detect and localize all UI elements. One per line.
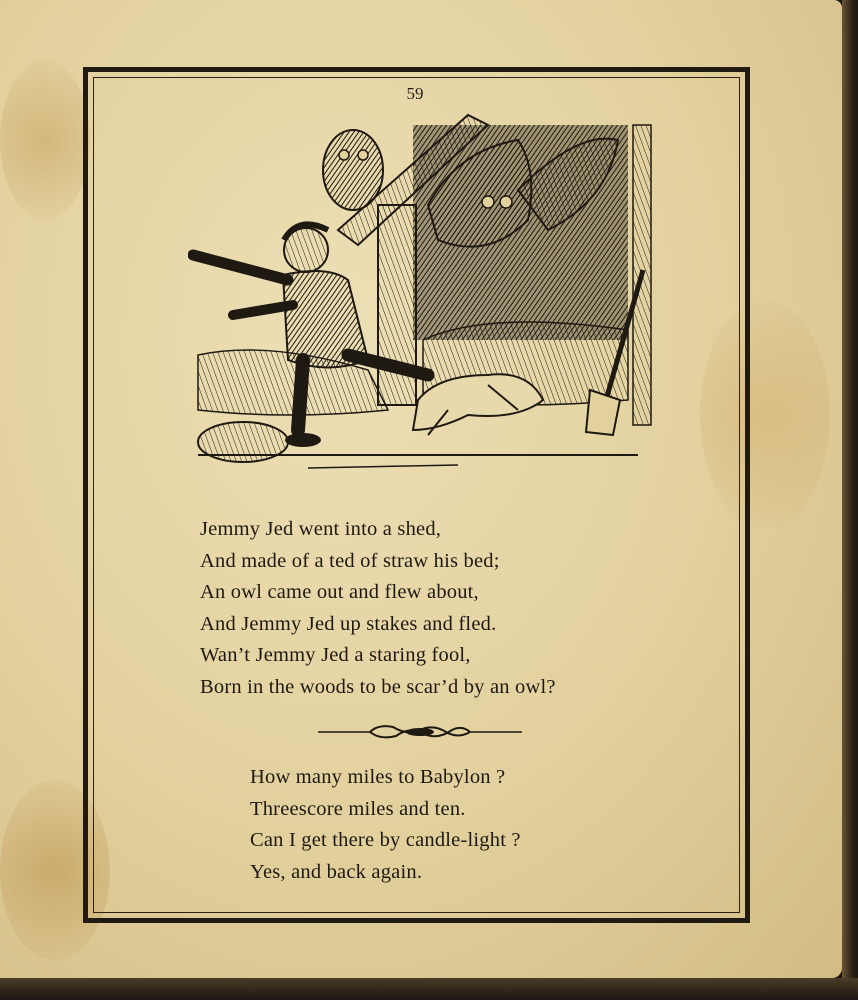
scroll-ornament-icon: [318, 722, 522, 742]
verse-line: Yes, and back again.: [250, 860, 423, 883]
verse-line: Threescore miles and ten.: [250, 797, 466, 820]
page-number: 59: [406, 84, 424, 103]
verse-line: Jemmy Jed went into a shed,: [200, 518, 442, 540]
verse-line: Wan’t Jemmy Jed a staring fool,: [200, 644, 471, 666]
verse-line: And made of a ted of straw his bed;: [200, 549, 500, 572]
verse-line: Can I get there by candle-light ?: [250, 829, 521, 851]
page-edge: [842, 0, 858, 1000]
verse-line: And Jemmy Jed up stakes and fled.: [200, 612, 497, 635]
page-bottom-edge: [0, 978, 858, 1000]
verse-babylon: [250, 762, 650, 888]
verse-line: How many miles to Babylon ?: [250, 766, 506, 788]
verse-jemmy-jed: [200, 514, 680, 703]
woodcut-boy-owl-shed-icon: [188, 110, 658, 480]
verse-line: Born in the woods to be scar’d by an owl?: [200, 675, 556, 698]
verse-line: An owl came out and flew about,: [200, 581, 479, 603]
